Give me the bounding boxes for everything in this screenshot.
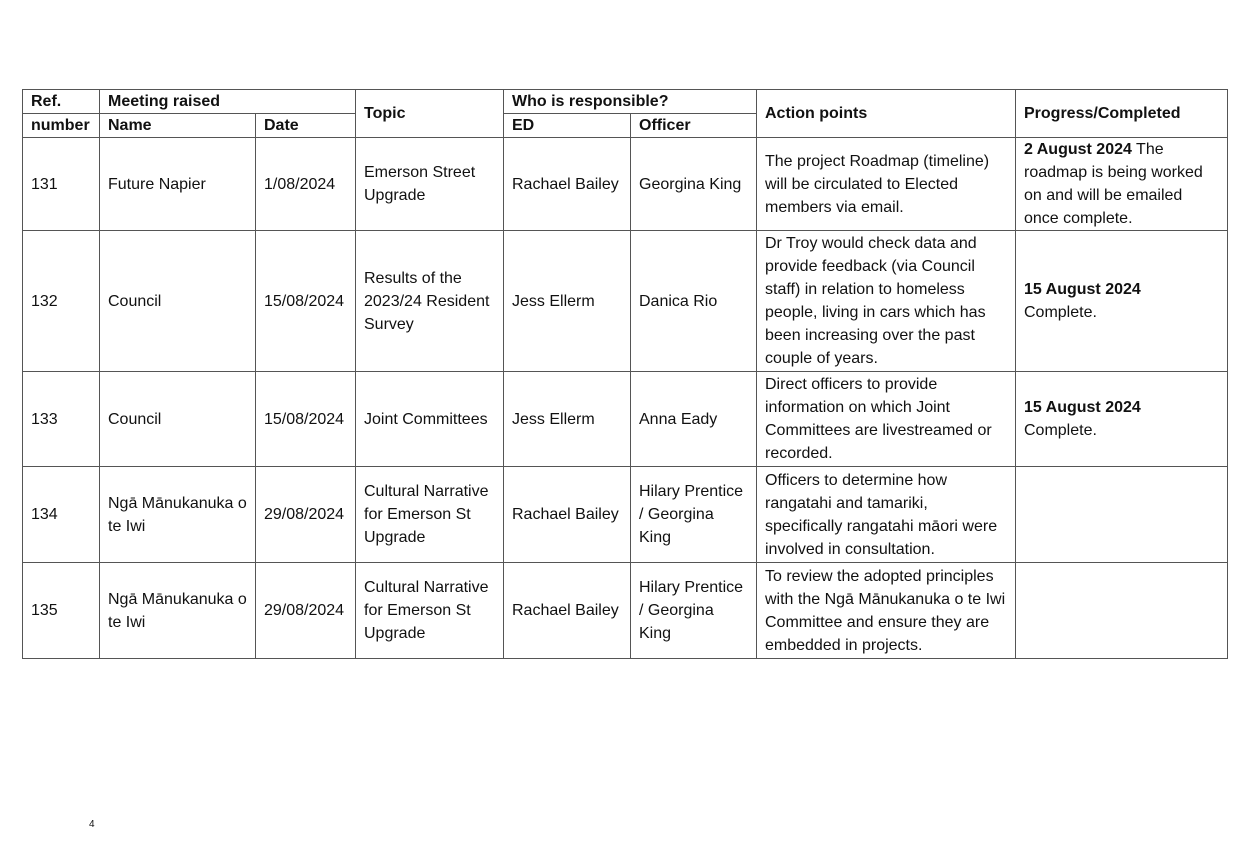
progress-date: 15 August 2024 — [1024, 281, 1141, 298]
cell-name: Council — [100, 231, 256, 372]
table-row — [23, 372, 1228, 467]
cell-topic: Cultural Narrative for Emerson St Upgrade — [356, 563, 504, 659]
cell-ref: 134 — [23, 467, 100, 563]
cell-progress — [1016, 231, 1228, 372]
cell-topic: Joint Committees — [356, 372, 504, 467]
page-number: 4 — [89, 819, 95, 830]
cell-name: Ngā Mānukanuka o te Iwi — [100, 467, 256, 563]
header-date: Date — [256, 114, 356, 138]
cell-progress — [1016, 467, 1228, 563]
cell-ref: 132 — [23, 231, 100, 372]
cell-ref: 133 — [23, 372, 100, 467]
header-ref-number: number — [23, 114, 100, 138]
progress-date: 2 August 2024 — [1024, 141, 1132, 158]
cell-ed: Rachael Bailey — [504, 467, 631, 563]
header-topic: Topic — [356, 90, 504, 138]
progress-text: Complete. — [1024, 304, 1097, 321]
cell-topic: Cultural Narrative for Emerson St Upgrade — [356, 467, 504, 563]
cell-progress — [1016, 138, 1228, 231]
cell-topic: Emerson Street Upgrade — [356, 138, 504, 231]
cell-action: Dr Troy would check data and provide feedback (via Council staff) in relation to homeless people, living in cars which has been increasing over the past couple of years. — [757, 231, 1016, 372]
cell-officer: Danica Rio — [631, 231, 757, 372]
table-row — [23, 231, 1228, 372]
cell-action: Direct officers to provide information on which Joint Committees are livestreamed or recorded. — [757, 372, 1016, 467]
header-meeting-raised: Meeting raised — [100, 90, 356, 114]
header-action-points: Action points — [757, 90, 1016, 138]
cell-action: The project Roadmap (timeline) will be circulated to Elected members via email. — [757, 138, 1016, 231]
cell-topic: Results of the 2023/24 Resident Survey — [356, 231, 504, 372]
cell-date: 15/08/2024 — [256, 372, 356, 467]
header-officer: Officer — [631, 114, 757, 138]
header-name: Name — [100, 114, 256, 138]
cell-date: 1/08/2024 — [256, 138, 356, 231]
cell-date: 15/08/2024 — [256, 231, 356, 372]
cell-name: Future Napier — [100, 138, 256, 231]
cell-officer: Hilary Prentice / Georgina King — [631, 467, 757, 563]
cell-ref: 131 — [23, 138, 100, 231]
cell-ed: Jess Ellerm — [504, 231, 631, 372]
cell-ed: Jess Ellerm — [504, 372, 631, 467]
cell-ed: Rachael Bailey — [504, 563, 631, 659]
cell-action: Officers to determine how rangatahi and tamariki, specifically rangatahi māori were involved in consultation. — [757, 467, 1016, 563]
cell-ref: 135 — [23, 563, 100, 659]
cell-date: 29/08/2024 — [256, 467, 356, 563]
cell-officer: Anna Eady — [631, 372, 757, 467]
progress-text: Complete. — [1024, 422, 1097, 439]
header-ed: ED — [504, 114, 631, 138]
cell-date: 29/08/2024 — [256, 563, 356, 659]
cell-ed: Rachael Bailey — [504, 138, 631, 231]
cell-name: Ngā Mānukanuka o te Iwi — [100, 563, 256, 659]
cell-name: Council — [100, 372, 256, 467]
table-row — [23, 138, 1228, 231]
progress-text: The roadmap is being worked on and will be emailed once complete. — [1024, 141, 1203, 227]
header-ref: Ref. — [23, 90, 100, 114]
header-who-responsible: Who is responsible? — [504, 90, 757, 114]
table-row — [23, 563, 1228, 659]
cell-action: To review the adopted principles with the Ngā Mānukanuka o te Iwi Committee and ensure they are embedded in projects. — [757, 563, 1016, 659]
cell-officer: Hilary Prentice / Georgina King — [631, 563, 757, 659]
action-points-table — [22, 89, 1228, 659]
table-row — [23, 467, 1228, 563]
header-progress: Progress/Completed — [1016, 90, 1228, 138]
cell-progress — [1016, 372, 1228, 467]
cell-officer: Georgina King — [631, 138, 757, 231]
cell-progress — [1016, 563, 1228, 659]
progress-date: 15 August 2024 — [1024, 399, 1141, 416]
